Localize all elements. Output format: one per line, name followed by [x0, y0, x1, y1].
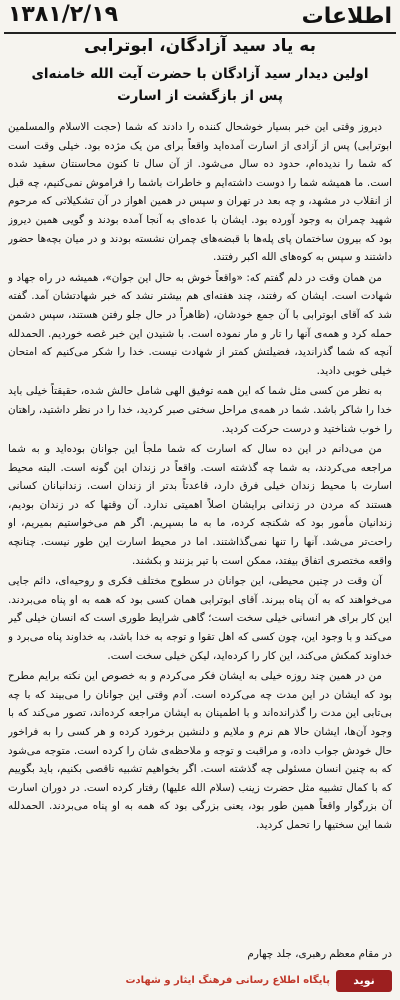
paragraph: آن وقت در چنین محیطی، این جوانان در سطوح مختلف فکری و روحیه‌ای، دائم جایی می‌خواهند که به آن پناه ببرند. آقای ابوترابی همان کسی بود که همه به او پناه می‌بردند. این کار برای هر انسانی خیلی سخت است؛ گاهی شرایط طوری است که انسان خیلی گیر می‌کند و با وجود این، چون کسی که اهل تقوا و توجه به خدا باشد، به خداوند پناه می‌برد و خداوند کمکش می‌کند، این کار را کرده‌اید، لیکن خیلی سخت است.	[8, 575, 392, 662]
article-body	[8, 118, 392, 942]
newspaper-name: اطلاعات	[301, 4, 392, 29]
article-source: در مقام معظم رهبری، جلد چهارم	[247, 948, 392, 960]
issue-date: ۱۳۸۱/۲/۱۹	[8, 2, 119, 27]
site-banner-text[interactable]: پایگاه اطلاع رسانی فرهنگ ایثار و شهادت	[125, 975, 330, 986]
paragraph: به نظر من کسی مثل شما که این همه توفیق الهی شامل حالش شده، حقیقتاً خیلی باید خدا را شاکر باشد. شما در همه‌ی مراحل سختی صبر کردید، خدا را در نظر داشتید، راهتان را خوب شناختید و درست حرکت کردید.	[8, 385, 392, 435]
article-subtitle-line2: پس از بازگشت از اسارت	[117, 88, 283, 104]
paragraph: دیروز وقتی این خبر بسیار خوشحال کننده را دادند که شما (حجت الاسلام والمسلمین ابوترابی) پس از آزادی از اسارت آمده‌اید واقعاً برای من یک مژده بود. خیلی وقت است که شما را ندیده‌ام، حدود ده سال می‌شود. از آن سال تا کنون محاسنتان سفید شده است. ما همیشه شما را دوست داشته‌ایم و خاطرات باشما را فراموش نمی‌کنیم، چه قبل از انقلاب در مشهد، و چه بعد در تهران و سپس در همین اهواز در آن تشکیلاتی که مرحوم شهید چمران به وجود آورده بود. ایشان با عده‌ای به آنجا آمده بودند و گویی همین دیروز بود که بیرون ساختمان پای پله‌ها با قبضه‌های چمران نشسته بودند و در میان بچه‌ها حضور داشتند و سپس به کوه‌های الله اکبر رفتند.	[8, 121, 392, 264]
paragraph: من در همین چند روزه خیلی به ایشان فکر می‌کردم و به خصوص این نکته برایم مطرح بود که ایشان در این مدت چه می‌کرده است. آدم وقتی این جوانان را می‌بیند که با چه بی‌تابی این مدت را گذرانده‌اند و با اطمینان به ایشان مراجعه کرده‌اند، تصور می‌کند که با وجود آن‌ها، ایشان حالا هم نرم و ملایم و دلنشین برخورد کرده و هر کسی را به فراخور حال خودش جواب داده، و مراقبت و توجه و ملاحظه‌ی شان را کرده است. متوجه می‌شود که به چنین انسان مسئولی چه گذشته است. اگر بخواهیم تشبیه ناقصی بکنیم، باید بگوییم که با کمال تشبیه مثل حضرت زینب (سلام الله علیها) رفتار کرده است. در دوران اسارت آن بزرگوار واقعاً همین طور بود، یعنی بزرگی بود که همه به او پناه می‌بردند. الحمدلله شما این سختیها را تحمل کردید.	[8, 670, 392, 831]
article-title: به یاد سید آزادگان، ابوترابی	[84, 36, 316, 56]
site-footer	[8, 970, 392, 994]
newspaper-header	[4, 2, 396, 34]
paragraph: من همان وقت در دلم گفتم که: «واقعاً خوش به حال این جوان»، همیشه در راه جهاد و شهادت است. ایشان که رفتند، چند هفته‌ای هم بیشتر نشد که خبر شهادتشان آمد. گفته شد که آقای ابوترابی با آن جمع خودشان، (ظاهراً در حال جلو رفتن هستند، سپس دشمن حمله کرد و همه‌ی آنها را تار و مار نموده است. با شنیدن این خبر غصه خوردیم. الحمدلله آنچه که شما گذراندید، فضیلتش کمتر از شهادت نیست. خدا را شکر می‌کنیم که امتحان خیلی خوبی دادید.	[8, 271, 392, 377]
site-logo[interactable]: نوید	[336, 970, 392, 992]
paragraph: من می‌دانم در این ده سال که اسارت که شما ملجأ این جوانان بوده‌اید و به شما مراجعه می‌کردند، به شما چه گذشته است. واقعاً در زندان این گونه است. البته محیط اسارت با محیط زندان خیلی فرق دارد، قاعدتاً بدتر از زندان است. زندانبانان کسانی هستند که مردن در زندانی برایشان اصلاً اهمیتی ندارد. آن وقتها که در زندان بودیم، زندانیان مأمور بود که شکنجه کرده، ما به ما بسپریم. اگر هم می‌خواستیم بمیریم، او راحت‌تر می‌شد. آنها را تنها نمی‌گذاشتند. اما در محیط اسارت این طور نیست. چنانچه واقعه مختصری اتفاق بیفتد، ممکن است با تیر بزنند و بکشند.	[8, 443, 392, 567]
article-subtitle-line1: اولین دیدار سید آزادگان با حضرت آیت الله خامنه‌ای	[31, 66, 369, 82]
